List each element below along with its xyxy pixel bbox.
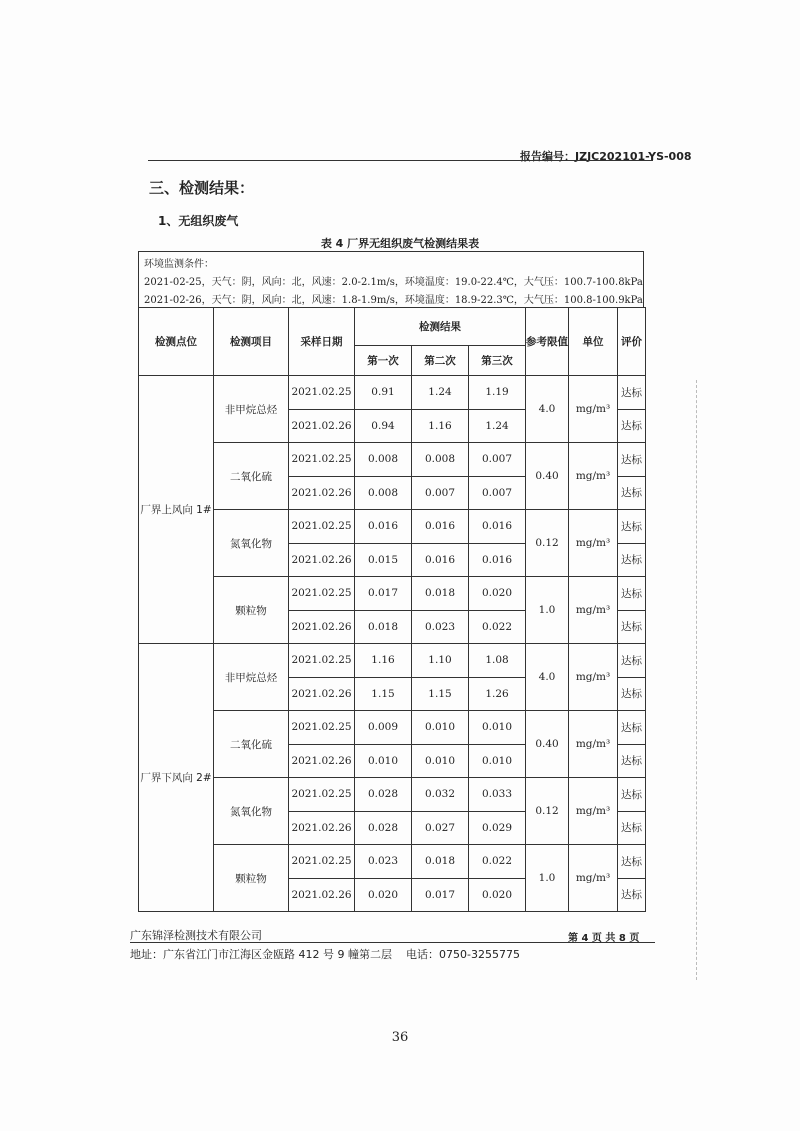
table-row xyxy=(139,845,646,879)
value-cell-3: 0.022 xyxy=(469,845,526,879)
eval-cell: 达标 xyxy=(618,845,646,879)
header-first: 第一次 xyxy=(355,346,412,376)
limit-cell: 0.12 xyxy=(526,510,569,577)
unit-cell: mg/m³ xyxy=(569,577,618,644)
section-subtitle: 1、无组织废气 xyxy=(158,214,239,228)
env-line-2: 2021-02-26，天气：阴，风向：北，风速：1.8-1.9m/s，环境温度：18.9-22.3℃，大气压：100.8-100.9kPa xyxy=(144,295,643,306)
value-cell-2: 0.010 xyxy=(412,744,469,778)
unit-cell: mg/m³ xyxy=(569,376,618,443)
limit-cell: 0.40 xyxy=(526,443,569,510)
value-cell-3: 0.007 xyxy=(469,443,526,477)
limit-cell: 0.40 xyxy=(526,711,569,778)
footer-rule xyxy=(130,942,655,943)
value-cell-2: 0.032 xyxy=(412,778,469,812)
eval-cell: 达标 xyxy=(618,677,646,711)
value-cell-1: 0.94 xyxy=(355,409,412,443)
eval-cell: 达标 xyxy=(618,711,646,745)
table-row xyxy=(139,711,646,745)
eval-cell: 达标 xyxy=(618,778,646,812)
item-cell: 颗粒物 xyxy=(214,577,289,644)
value-cell-3: 0.010 xyxy=(469,711,526,745)
date-cell: 2021.02.26 xyxy=(289,878,355,912)
header-result: 检测结果 xyxy=(355,308,526,346)
date-cell: 2021.02.26 xyxy=(289,543,355,577)
footer-phone: 电话：0750-3255775 xyxy=(405,948,520,961)
item-cell: 氮氧化物 xyxy=(214,778,289,845)
value-cell-3: 0.020 xyxy=(469,878,526,912)
limit-cell: 4.0 xyxy=(526,644,569,711)
date-cell: 2021.02.26 xyxy=(289,677,355,711)
results-table xyxy=(138,307,646,912)
value-cell-1: 0.015 xyxy=(355,543,412,577)
eval-cell: 达标 xyxy=(618,476,646,510)
header-item: 检测项目 xyxy=(214,308,289,376)
date-cell: 2021.02.25 xyxy=(289,577,355,611)
value-cell-3: 0.016 xyxy=(469,543,526,577)
eval-cell: 达标 xyxy=(618,577,646,611)
header-second: 第二次 xyxy=(412,346,469,376)
value-cell-3: 0.020 xyxy=(469,577,526,611)
eval-cell: 达标 xyxy=(618,644,646,678)
date-cell: 2021.02.25 xyxy=(289,376,355,410)
date-cell: 2021.02.26 xyxy=(289,476,355,510)
value-cell-3: 0.007 xyxy=(469,476,526,510)
date-cell: 2021.02.26 xyxy=(289,744,355,778)
table-row xyxy=(139,644,646,678)
value-cell-2: 1.24 xyxy=(412,376,469,410)
value-cell-2: 0.017 xyxy=(412,878,469,912)
value-cell-2: 1.10 xyxy=(412,644,469,678)
value-cell-1: 0.017 xyxy=(355,577,412,611)
value-cell-3: 1.08 xyxy=(469,644,526,678)
value-cell-2: 0.016 xyxy=(412,510,469,544)
item-cell: 二氧化硫 xyxy=(214,711,289,778)
value-cell-2: 0.010 xyxy=(412,711,469,745)
value-cell-1: 0.018 xyxy=(355,610,412,644)
value-cell-2: 1.15 xyxy=(412,677,469,711)
date-cell: 2021.02.25 xyxy=(289,510,355,544)
date-cell: 2021.02.26 xyxy=(289,811,355,845)
value-cell-1: 0.016 xyxy=(355,510,412,544)
table-row xyxy=(139,510,646,544)
date-cell: 2021.02.25 xyxy=(289,443,355,477)
value-cell-1: 0.020 xyxy=(355,878,412,912)
value-cell-2: 0.018 xyxy=(412,845,469,879)
unit-cell: mg/m³ xyxy=(569,711,618,778)
item-cell: 二氧化硫 xyxy=(214,443,289,510)
value-cell-2: 0.018 xyxy=(412,577,469,611)
table-row xyxy=(139,577,646,611)
item-cell: 非甲烷总烃 xyxy=(214,376,289,443)
value-cell-1: 0.028 xyxy=(355,778,412,812)
footer-page-info: 第 4 页 共 8 页 xyxy=(568,933,640,944)
value-cell-2: 1.16 xyxy=(412,409,469,443)
env-label: 环境监测条件： xyxy=(144,259,214,270)
value-cell-1: 0.008 xyxy=(355,443,412,477)
point-cell: 厂界上风向 1# xyxy=(139,376,214,644)
section-title: 三、检测结果： xyxy=(149,179,255,197)
value-cell-1: 0.009 xyxy=(355,711,412,745)
eval-cell: 达标 xyxy=(618,443,646,477)
value-cell-2: 0.007 xyxy=(412,476,469,510)
value-cell-1: 0.008 xyxy=(355,476,412,510)
value-cell-3: 0.010 xyxy=(469,744,526,778)
date-cell: 2021.02.25 xyxy=(289,644,355,678)
unit-cell: mg/m³ xyxy=(569,510,618,577)
table-row xyxy=(139,376,646,410)
value-cell-3: 1.19 xyxy=(469,376,526,410)
eval-cell: 达标 xyxy=(618,510,646,544)
value-cell-3: 0.016 xyxy=(469,510,526,544)
header-unit: 单位 xyxy=(569,308,618,376)
scan-artifact-line xyxy=(696,380,697,980)
value-cell-2: 0.016 xyxy=(412,543,469,577)
unit-cell: mg/m³ xyxy=(569,443,618,510)
item-cell: 非甲烷总烃 xyxy=(214,644,289,711)
unit-cell: mg/m³ xyxy=(569,778,618,845)
env-line-1: 2021-02-25，天气：阴，风向：北，风速：2.0-2.1m/s，环境温度：19.0-22.4℃，大气压：100.7-100.8kPa xyxy=(144,277,643,288)
value-cell-1: 0.91 xyxy=(355,376,412,410)
value-cell-1: 1.15 xyxy=(355,677,412,711)
unit-cell: mg/m³ xyxy=(569,845,618,912)
limit-cell: 1.0 xyxy=(526,577,569,644)
value-cell-1: 0.010 xyxy=(355,744,412,778)
environment-conditions xyxy=(138,251,644,307)
eval-cell: 达标 xyxy=(618,811,646,845)
footer-address-line xyxy=(130,946,520,962)
limit-cell: 4.0 xyxy=(526,376,569,443)
value-cell-3: 1.24 xyxy=(469,409,526,443)
table-row xyxy=(139,778,646,812)
header-eval: 评价 xyxy=(618,308,646,376)
value-cell-3: 0.022 xyxy=(469,610,526,644)
value-cell-2: 0.027 xyxy=(412,811,469,845)
eval-cell: 达标 xyxy=(618,376,646,410)
value-cell-2: 0.008 xyxy=(412,443,469,477)
eval-cell: 达标 xyxy=(618,610,646,644)
value-cell-1: 0.028 xyxy=(355,811,412,845)
value-cell-3: 1.26 xyxy=(469,677,526,711)
page-number: 36 xyxy=(391,1030,409,1045)
eval-cell: 达标 xyxy=(618,543,646,577)
date-cell: 2021.02.26 xyxy=(289,409,355,443)
limit-cell: 0.12 xyxy=(526,778,569,845)
footer-address: 地址：广东省江门市江海区金瓯路 412 号 9 幢第二层 xyxy=(130,948,392,961)
value-cell-1: 1.16 xyxy=(355,644,412,678)
value-cell-2: 0.023 xyxy=(412,610,469,644)
date-cell: 2021.02.25 xyxy=(289,711,355,745)
value-cell-3: 0.033 xyxy=(469,778,526,812)
value-cell-1: 0.023 xyxy=(355,845,412,879)
header-point: 检测点位 xyxy=(139,308,214,376)
header-rule xyxy=(148,160,653,161)
report-number: 报告编号：JZJC202101-YS-008 xyxy=(520,150,692,163)
eval-cell: 达标 xyxy=(618,744,646,778)
value-cell-3: 0.029 xyxy=(469,811,526,845)
date-cell: 2021.02.25 xyxy=(289,778,355,812)
limit-cell: 1.0 xyxy=(526,845,569,912)
eval-cell: 达标 xyxy=(618,878,646,912)
item-cell: 颗粒物 xyxy=(214,845,289,912)
results-body xyxy=(139,376,646,912)
footer-company: 广东锦泽检测技术有限公司 xyxy=(130,929,262,942)
unit-cell: mg/m³ xyxy=(569,644,618,711)
table-row xyxy=(139,443,646,477)
point-cell: 厂界下风向 2# xyxy=(139,644,214,912)
eval-cell: 达标 xyxy=(618,409,646,443)
item-cell: 氮氧化物 xyxy=(214,510,289,577)
header-third: 第三次 xyxy=(469,346,526,376)
header-limit: 参考限值 xyxy=(526,308,569,376)
header-date: 采样日期 xyxy=(289,308,355,376)
table-caption: 表 4 厂界无组织废气检测结果表 xyxy=(320,237,480,250)
date-cell: 2021.02.25 xyxy=(289,845,355,879)
date-cell: 2021.02.26 xyxy=(289,610,355,644)
